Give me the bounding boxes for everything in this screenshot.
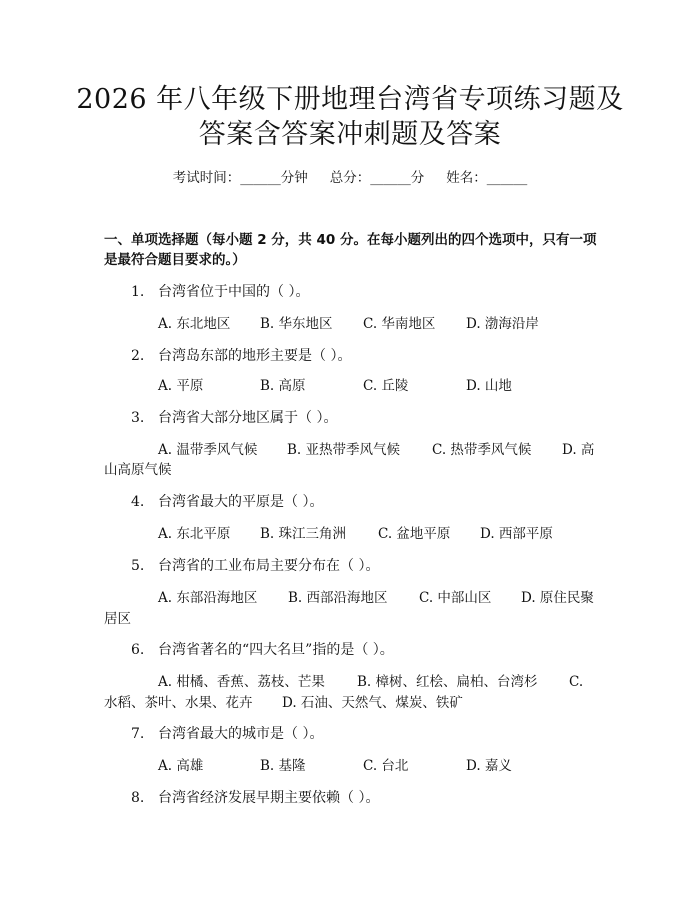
q2-option-b: B. 高原: [260, 378, 306, 394]
q5-option-a: A. 东部沿海地区: [158, 590, 258, 606]
exam-time-label: 考试时间：______分钟: [172, 170, 308, 186]
q1-option-d: D. 渤海沿岸: [466, 316, 539, 332]
q2-option-d: D. 山地: [466, 378, 512, 394]
q6-option-b: B. 樟树、红桧、扁柏、台湾杉: [357, 674, 538, 690]
q3-option-b: B. 亚热带季风气候: [287, 442, 401, 458]
question-6: [131, 640, 394, 660]
question-8: [131, 788, 379, 808]
question-text: 台湾省大部分地区属于（ ）。: [158, 410, 338, 426]
q3-option-a: A. 温带季风气候: [158, 442, 258, 458]
q5-option-b: B. 西部沿海地区: [288, 590, 388, 606]
q7-option-b: B. 基隆: [260, 758, 306, 774]
q5-option-d-cont: 居区: [104, 611, 131, 627]
q2-option-c: C. 丘陵: [363, 378, 409, 394]
q7-option-d: D. 嘉义: [466, 758, 512, 774]
question-text: 台湾省著名的“四大名旦”指的是（ ）。: [158, 642, 394, 658]
q1-option-c: C. 华南地区: [363, 316, 436, 332]
question-text: 台湾省的工业布局主要分布在（ ）。: [158, 558, 380, 574]
exam-meta: [0, 169, 700, 187]
question-5: [131, 556, 379, 576]
q2-option-a: A. 平原: [158, 378, 204, 394]
q7-option-c: C. 台北: [363, 758, 409, 774]
question-number: 3.: [131, 410, 145, 426]
q4-option-d: D. 西部平原: [480, 526, 553, 542]
question-number: 4.: [131, 494, 145, 510]
page-title-line2: 答案含答案冲刺题及答案: [198, 119, 502, 150]
question-text: 台湾省位于中国的（ ）。: [158, 284, 310, 300]
q3-option-d-cont: 山高原气候: [104, 462, 172, 478]
section-heading: 一、单项选择题（每小题 2 分，共 40 分。在每小题列出的四个选项中，只有一项是最符合题目要求的。）: [104, 232, 597, 268]
question-number: 2.: [131, 348, 145, 364]
question-number: 8.: [131, 790, 145, 806]
question-number: 1.: [131, 284, 145, 300]
q3-option-c: C. 热带季风气候: [432, 442, 532, 458]
q6-option-a: A. 柑橘、香蕉、荔枝、芒果: [158, 674, 325, 690]
q4-option-b: B. 珠江三角洲: [260, 526, 347, 542]
q1-option-a: A. 东北地区: [158, 316, 231, 332]
question-2: [131, 346, 351, 366]
question-3: [131, 408, 337, 428]
q5-option-c: C. 中部山区: [419, 590, 492, 606]
question-text: 台湾省最大的城市是（ ）。: [158, 726, 324, 742]
question-7: [131, 724, 323, 744]
page-title-line1: 2026 年八年级下册地理台湾省专项练习题及: [76, 84, 624, 115]
q3-option-d: D. 高: [562, 442, 595, 458]
q4-option-a: A. 东北平原: [158, 526, 231, 542]
q6-option-d: D. 石油、天然气、煤炭、铁矿: [282, 695, 463, 711]
question-4: [131, 492, 323, 512]
question-number: 7.: [131, 726, 145, 742]
total-score-label: 总分：______分: [329, 170, 425, 186]
name-label: 姓名：______: [446, 170, 528, 186]
q5-option-d: D. 原住民聚: [521, 590, 594, 606]
question-text: 台湾省最大的平原是（ ）。: [158, 494, 324, 510]
q6-option-c-cont: 水稻、茶叶、水果、花卉: [104, 695, 253, 711]
q4-option-c: C. 盆地平原: [378, 526, 451, 542]
question-number: 5.: [131, 558, 145, 574]
q7-option-a: A. 高雄: [158, 758, 204, 774]
question-number: 6.: [131, 642, 145, 658]
q6-option-c: C.: [569, 674, 584, 690]
question-text: 台湾省经济发展早期主要依赖（ ）。: [158, 790, 380, 806]
question-1: [131, 282, 309, 302]
question-text: 台湾岛东部的地形主要是（ ）。: [158, 348, 352, 364]
q1-option-b: B. 华东地区: [260, 316, 333, 332]
